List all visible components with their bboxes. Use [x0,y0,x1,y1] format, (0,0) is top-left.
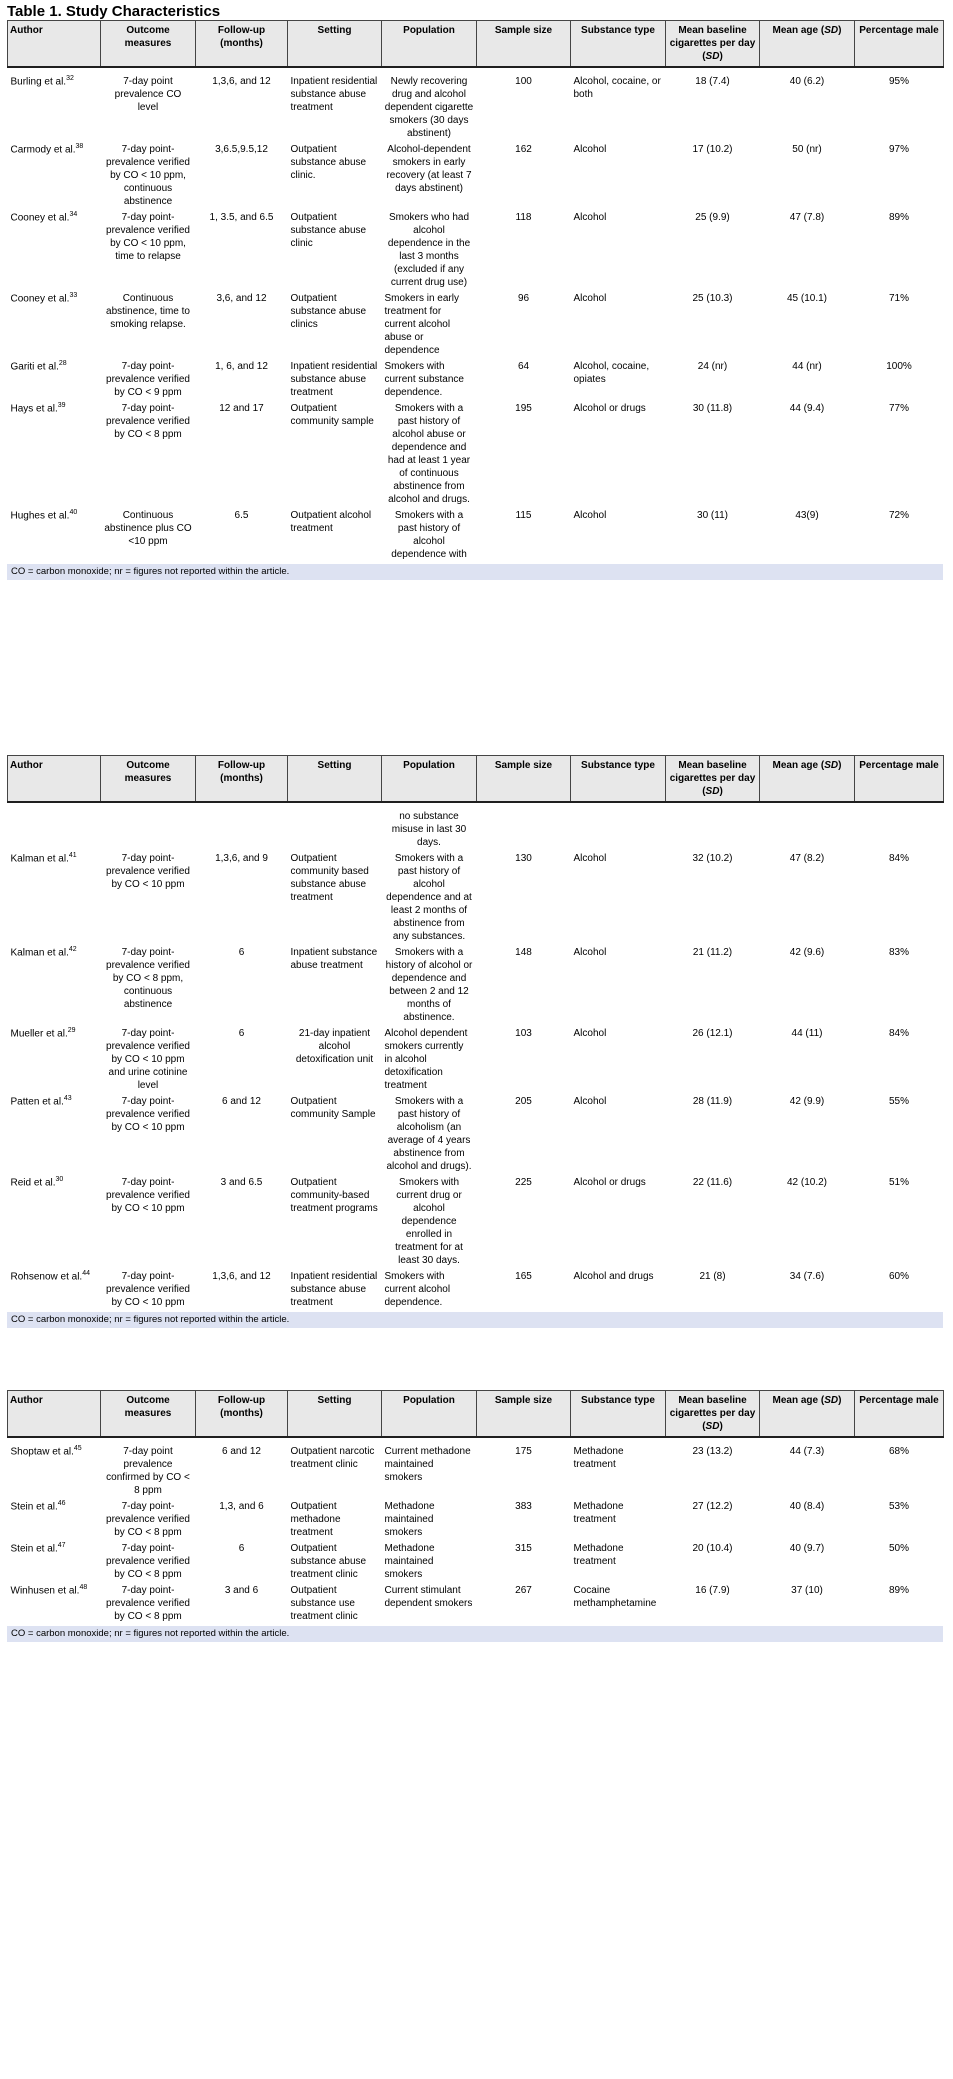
author-cell [8,142,101,210]
table-cell: Smokers in early treatment for current alcohol abuse or dependence [384,293,459,356]
table-cell: Smokers with current alcohol dependence. [384,1271,451,1308]
page-title: Table 1. Study Characteristics [7,3,221,20]
column-header: Setting [288,21,382,68]
table-cell: 3,6, and 12 [216,293,267,304]
table-cell: 7-day point-prevalence verified by CO < 8 ppm [106,1543,190,1580]
table-cell: 6 and 12 [222,1096,261,1107]
column-header: Substance type [571,1391,666,1438]
table-cell: 6 [238,947,245,958]
column-header: Sample size [477,21,571,68]
author-name: Rohsenow et al. [10,1271,83,1283]
reference-superscript: 33 [69,292,78,299]
table-cell: 68% [888,1446,909,1457]
author-name: Burling et al. [10,76,67,88]
table-cell: 1,3,6, and 12 [212,1271,271,1282]
author-cell [8,291,101,359]
table-cell: 100 [515,76,532,87]
table-cell: Alcohol [573,1096,607,1107]
table-cell: 40 (6.2) [789,76,825,87]
table-row [8,851,944,945]
table-cell: 40 (8.4) [789,1501,825,1512]
table-cell: Alcohol dependent smokers currently in alcohol detoxification treatment [384,1028,468,1091]
table-cell: 42 (9.6) [789,947,825,958]
table-cell: Inpatient residential substance abuse treatment [290,76,378,113]
study-characteristics-table [7,1390,944,1625]
table-cell: Alcohol, cocaine, or both [573,76,661,100]
table-row [8,359,944,401]
table-cell: Continuous abstinence plus CO <10 ppm [104,510,192,547]
table-cell: 6 and 12 [222,1446,261,1457]
study-table-section-3 [7,1390,943,1642]
table-cell [477,802,571,851]
table-cell: 7-day point-prevalence verified by CO < 9 ppm [106,361,190,398]
table-cell: 26 (12.1) [692,1028,733,1039]
table-cell: Smokers with a past history of alcoholism (an average of 4 years abstinence from alcohol and drugs). [386,1096,472,1172]
table-cell: 64 [517,361,530,372]
table-cell: 165 [515,1271,532,1282]
table-cell: 18 (7.4) [695,76,730,87]
reference-superscript: 39 [57,402,66,409]
table-row [8,1026,944,1094]
table-cell: 195 [515,403,532,414]
table-cell: Outpatient community Sample [290,1096,376,1120]
author-name: Carmody et al. [10,144,76,156]
table-cell: Methadone treatment [573,1501,624,1525]
table-cell: 30 (11.8) [692,403,733,414]
table-cell: 96 [517,293,530,304]
author-name: Stein et al. [10,1501,58,1513]
author-name: Stein et al. [10,1543,58,1555]
reference-superscript: 42 [68,946,77,953]
table-cell: 7-day point-prevalence verified by CO < 10 ppm, time to relapse [106,212,190,262]
table-cell: Alcohol [573,1028,607,1039]
table-cell: 7-day point-prevalence verified by CO < 8 ppm, continuous abstinence [106,947,190,1010]
table-footnote: CO = carbon monoxide; nr = figures not reported within the article. [7,564,943,580]
reference-superscript: 45 [73,1445,82,1452]
author-name: Cooney et al. [10,293,70,305]
author-name: Gariti et al. [10,361,59,373]
table-cell: Outpatient substance abuse clinics [290,293,367,330]
table-cell: Cocaine methamphetamine [573,1585,657,1609]
table-cell: Smokers who had alcohol dependence in the last 3 months (excluded if any current drug use) [387,212,471,288]
table-cell: 3,6.5,9.5,12 [215,144,268,155]
table-cell: 53% [888,1501,909,1512]
table-row [8,1437,944,1499]
table-footnote: CO = carbon monoxide; nr = figures not reported within the article. [7,1312,943,1328]
reference-superscript: 38 [75,143,84,150]
table-cell: 44 (11) [791,1028,823,1039]
table-cell: 1,3,6, and 12 [212,76,271,87]
reference-superscript: 34 [69,211,78,218]
table-cell: 22 (11.6) [692,1177,733,1188]
table-cell: 1,3, and 6 [219,1501,264,1512]
table-cell: Inpatient residential substance abuse treatment [290,361,378,398]
table-cell: Smokers with a past history of alcohol dependence and at least 2 months of abstinence from any substances. [386,853,472,942]
table-row [8,1541,944,1583]
table-cell: 23 (13.2) [692,1446,733,1457]
table-cell: 115 [515,510,532,521]
author-name: Hughes et al. [10,510,70,522]
table-cell: 47 (8.2) [789,853,825,864]
table-cell: 97% [888,144,909,155]
table-cell: 1,3,6, and 9 [215,853,268,864]
table-cell: 315 [515,1543,532,1554]
table-row [8,67,944,142]
column-header: Percentage male [855,21,944,68]
table-cell: 47 (7.8) [789,212,825,223]
table-cell: 6 [238,1543,245,1554]
table-cell: 27 (12.2) [692,1501,733,1512]
table-cell: 148 [515,947,532,958]
author-cell [8,851,101,945]
column-header: Follow-up (months) [196,21,288,68]
table-cell: Methadone maintained smokers [384,1543,435,1580]
table-cell: 17 (10.2) [692,144,733,155]
table-cell: 51% [888,1177,909,1188]
table-cell: 25 (10.3) [692,293,733,304]
author-name: Mueller et al. [10,1028,68,1040]
table-cell: 20 (10.4) [692,1543,733,1554]
table-cell: 162 [515,144,532,155]
table-row [8,291,944,359]
table-cell: 7-day point-prevalence verified by CO < 10 ppm [106,1177,190,1214]
table-row [8,210,944,291]
table-cell: Alcohol [573,212,607,223]
author-name: Reid et al. [10,1177,56,1189]
table-cell: 21-day inpatient alcohol detoxification unit [295,1028,374,1065]
table-cell: Outpatient community-based treatment programs [290,1177,378,1214]
table-cell: 12 and 17 [219,403,264,414]
column-header: Population [382,756,477,803]
table-cell: 40 (9.7) [789,1543,825,1554]
table-cell: Methadone maintained smokers [384,1501,435,1538]
table-cell: 7-day point-prevalence verified by CO < 8 ppm [106,403,190,440]
reference-superscript: 44 [82,1270,91,1277]
table-cell: 7-day point-prevalence verified by CO < 8 ppm [106,1585,190,1622]
column-header: Outcome measures [101,1391,196,1438]
table-cell: 267 [515,1585,532,1596]
author-cell [8,802,101,851]
table-cell [571,802,666,851]
column-header: Mean age (SD) [760,21,855,68]
author-cell [8,1541,101,1583]
table-cell: 42 (9.9) [789,1096,825,1107]
column-header: Setting [288,1391,382,1438]
table-cell: 100% [886,361,912,372]
header-row [8,1391,944,1438]
author-cell [8,401,101,508]
study-table-section-1 [7,20,943,580]
author-cell [8,1175,101,1269]
table-cell: Continuous abstinence, time to smoking relapse. [106,293,190,330]
table-cell: 130 [515,853,532,864]
table-cell: Alcohol and drugs [573,1271,654,1282]
column-header: Author [8,21,101,68]
table-cell: Newly recovering drug and alcohol dependent cigarette smokers (30 days abstinent) [384,76,474,139]
reference-superscript: 32 [66,75,74,82]
column-header: Mean baseline cigarettes per day (SD) [666,21,760,68]
table-cell: 83% [888,947,909,958]
table-cell: 3 and 6 [224,1585,259,1596]
table-cell [666,802,760,851]
table-cell: Smokers with a past history of alcohol dependence with [391,510,467,560]
reference-superscript: 28 [58,360,67,367]
reference-superscript: 30 [55,1176,64,1183]
table-cell: 1, 6, and 12 [215,361,268,372]
reference-superscript: 47 [57,1542,66,1549]
table-cell: 7-day point prevalence CO level [114,76,182,113]
table-row [8,142,944,210]
author-name: Kalman et al. [10,853,69,865]
table-cell: Alcohol [573,947,607,958]
reference-superscript: 46 [57,1500,66,1507]
table-cell: 71% [888,293,909,304]
author-name: Winhusen et al. [10,1585,80,1597]
author-cell [8,1094,101,1175]
table-cell: Alcohol, cocaine, opiates [573,361,650,385]
reference-superscript: 40 [69,509,78,516]
table-cell: 205 [515,1096,532,1107]
table-cell: Outpatient narcotic treatment clinic [290,1446,375,1470]
table-cell: 84% [888,1028,909,1039]
table-cell: 34 (7.6) [789,1271,825,1282]
study-table-section-2 [7,755,943,1328]
table-cell: 89% [888,1585,909,1596]
table-row [8,508,944,563]
author-cell [8,508,101,563]
table-cell: 44 (nr) [792,361,822,372]
table-row [8,1094,944,1175]
table-cell: Outpatient substance use treatment clinic [290,1585,358,1622]
author-name: Patten et al. [10,1096,64,1108]
table-cell: Smokers with current drug or alcohol dependence enrolled in treatment for at least 30 days. [395,1177,463,1266]
table-cell: 7-day point-prevalence verified by CO < 10 ppm [106,853,190,890]
table-cell: 44 (9.4) [789,403,825,414]
table-cell: 55% [888,1096,909,1107]
column-header: Mean age (SD) [760,756,855,803]
table-cell: 7-day point-prevalence verified by CO < 10 ppm and urine cotinine level [106,1028,190,1091]
author-cell [8,359,101,401]
table-cell: 7-day point-prevalence verified by CO < 10 ppm [106,1096,190,1133]
table-cell: 44 (7.3) [789,1446,825,1457]
table-cell: 89% [888,212,909,223]
table-cell: Methadone treatment [573,1446,624,1470]
table-cell: 28 (11.9) [692,1096,733,1107]
table-cell: 60% [888,1271,909,1282]
column-header: Setting [288,756,382,803]
column-header: Population [382,21,477,68]
table-cell: 16 (7.9) [695,1585,730,1596]
author-name: Kalman et al. [10,947,69,959]
reference-superscript: 29 [67,1027,76,1034]
column-header: Substance type [571,21,666,68]
column-header: Substance type [571,756,666,803]
table-cell: no substance misuse in last 30 days. [391,811,467,848]
table-cell: Smokers with a past history of alcohol abuse or dependence and had at least 1 year of continuous abstinence from alcohol and drugs. [387,403,471,505]
column-header: Outcome measures [101,21,196,68]
table-cell: 21 (11.2) [692,947,733,958]
table-cell: Alcohol or drugs [573,1177,646,1188]
table-cell: 21 (8) [699,1271,726,1282]
table-cell: 72% [888,510,909,521]
table-cell: Outpatient substance abuse treatment clinic [290,1543,367,1580]
table-cell: Current stimulant dependent smokers [384,1585,473,1609]
table-cell: 383 [515,1501,532,1512]
table-cell: Alcohol [573,293,607,304]
column-header: Follow-up (months) [196,756,288,803]
column-header: Mean baseline cigarettes per day (SD) [666,1391,760,1438]
table-cell: 43(9) [795,510,819,521]
table-row [8,945,944,1026]
table-cell: Alcohol-dependent smokers in early recovery (at least 7 days abstinent) [386,144,472,194]
table-cell: 42 (10.2) [786,1177,828,1188]
table-cell [196,802,288,851]
table-row [8,1269,944,1311]
table-cell: Inpatient residential substance abuse treatment [290,1271,378,1308]
table-cell: 25 (9.9) [695,212,730,223]
table-row [8,1499,944,1541]
column-header: Sample size [477,1391,571,1438]
author-cell [8,945,101,1026]
column-header: Percentage male [855,1391,944,1438]
column-header: Percentage male [855,756,944,803]
table-row [8,1175,944,1269]
column-header: Mean age (SD) [760,1391,855,1438]
table-cell: 24 (nr) [697,361,728,372]
author-name: Cooney et al. [10,212,70,224]
table-cell: Outpatient community based substance abuse treatment [290,853,369,903]
table-cell: 225 [515,1177,532,1188]
table-cell: 95% [888,76,909,87]
table-cell: 77% [888,403,909,414]
table-cell: Outpatient alcohol treatment [290,510,372,534]
author-cell [8,1583,101,1625]
table-cell: Smokers with current substance dependence. [384,361,464,398]
table-cell: 6 [238,1028,245,1039]
table-cell: 3 and 6.5 [220,1177,263,1188]
column-header: Author [8,756,101,803]
table-row [8,401,944,508]
table-cell [760,802,855,851]
header-row [8,21,944,68]
column-header: Follow-up (months) [196,1391,288,1438]
table-cell [288,802,382,851]
table-cell: 50% [888,1543,909,1554]
table-cell: 30 (11) [697,510,728,521]
author-cell [8,67,101,142]
table-cell: Smokers with a history of alcohol or dependence and between 2 and 12 months of abstinence. [385,947,473,1023]
table-cell: 7-day point-prevalence verified by CO < 10 ppm, continuous abstinence [106,144,190,207]
table-cell: Outpatient methadone treatment [290,1501,341,1538]
author-cell [8,1269,101,1311]
table-cell: Alcohol or drugs [573,403,646,414]
table-footnote: CO = carbon monoxide; nr = figures not reported within the article. [7,1626,943,1642]
author-name: Hays et al. [10,403,58,415]
table-cell: 6.5 [234,510,249,521]
column-header: Author [8,1391,101,1438]
table-cell: Inpatient substance abuse treatment [290,947,378,971]
study-characteristics-table [7,20,944,563]
column-header: Outcome measures [101,756,196,803]
author-cell [8,210,101,291]
author-cell [8,1026,101,1094]
table-cell: 1, 3.5, and 6.5 [209,212,274,223]
table-cell: 84% [888,853,909,864]
table-cell: 175 [515,1446,532,1457]
column-header: Mean baseline cigarettes per day (SD) [666,756,760,803]
reference-superscript: 41 [68,852,77,859]
author-cell [8,1437,101,1499]
table-cell: Outpatient community sample [290,403,374,427]
table-cell: 32 (10.2) [692,853,733,864]
reference-superscript: 43 [63,1095,72,1102]
table-cell: Methadone treatment [573,1543,624,1567]
author-name: Shoptaw et al. [10,1446,74,1458]
table-row [8,1583,944,1625]
column-header: Population [382,1391,477,1438]
table-cell [855,802,944,851]
author-cell [8,1499,101,1541]
table-row [8,802,944,851]
table-cell: Alcohol [573,853,607,864]
table-cell: 45 (10.1) [786,293,828,304]
table-cell: Outpatient substance abuse clinic [290,212,367,249]
table-cell: Alcohol [573,144,607,155]
table-cell: 7-day point-prevalence verified by CO < 8 ppm [106,1501,190,1538]
table-cell: 118 [515,212,532,223]
table-cell: 37 (10) [791,1585,823,1596]
table-cell: Outpatient substance abuse clinic. [290,144,367,181]
column-header: Sample size [477,756,571,803]
table-cell: 103 [515,1028,532,1039]
reference-superscript: 48 [79,1584,88,1591]
table-cell: Current methadone maintained smokers [384,1446,471,1483]
header-row [8,756,944,803]
table-cell: Alcohol [573,510,607,521]
study-characteristics-table [7,755,944,1311]
table-cell: 7-day point prevalence confirmed by CO < 8 ppm [106,1446,190,1496]
table-cell [101,802,196,851]
table-cell: 7-day point-prevalence verified by CO < 10 ppm [106,1271,190,1308]
table-cell: 50 (nr) [792,144,822,155]
